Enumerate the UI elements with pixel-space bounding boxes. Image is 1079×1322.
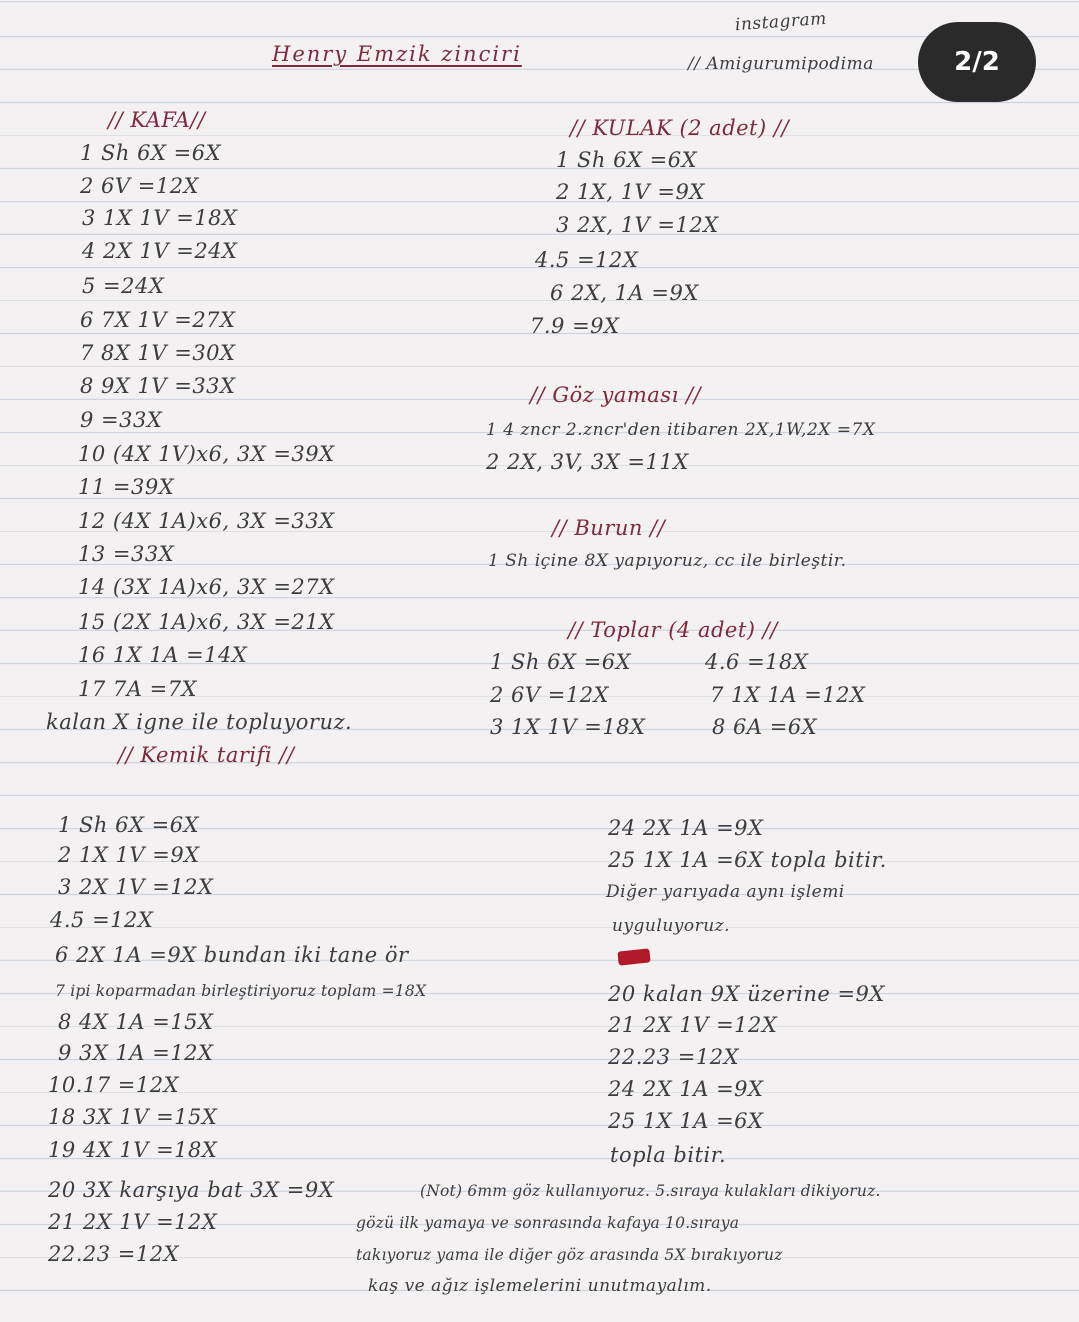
goz-row: 1 4 zncr 2.zncr'den itibaren 2X,1W,2X =7X	[486, 420, 876, 440]
kafa-row: 1 Sh 6X =6X	[80, 141, 222, 165]
kafa-row: 16 1X 1A =14X	[78, 643, 248, 667]
kemik-row: 7 ipi koparmadan birleştiriyoruz toplam =18X	[55, 982, 427, 1000]
kulak-row: 1 Sh 6X =6X	[556, 148, 698, 172]
toplar-row: 1 Sh 6X =6X	[490, 650, 632, 674]
kemik-row: 1 Sh 6X =6X	[58, 813, 200, 837]
page-indicator-badge: 2/2	[918, 22, 1036, 102]
note-line: (Not) 6mm göz kullanıyoruz. 5.sıraya kulakları dikiyoruz.	[420, 1182, 881, 1200]
kemik-right-row: 21 2X 1V =12X	[608, 1013, 778, 1037]
kemik-row: 8 4X 1A =15X	[58, 1010, 214, 1034]
kemik-right-row: topla bitir.	[610, 1143, 727, 1167]
goz-title: // Göz yaması //	[530, 383, 702, 407]
kemik-right-row: 25 1X 1A =6X	[608, 1109, 764, 1133]
kulak-row: 2 1X, 1V =9X	[556, 180, 705, 204]
burun-title: // Burun //	[552, 516, 666, 540]
kemik-row: 4.5 =12X	[50, 908, 154, 932]
kulak-row: 7.9 =9X	[530, 314, 620, 338]
kemik-right-row: 20 kalan 9X üzerine =9X	[608, 982, 885, 1006]
kafa-row: 13 =33X	[78, 542, 175, 566]
kulak-row: 3 2X, 1V =12X	[556, 213, 719, 237]
toplar-row: 3 1X 1V =18X	[490, 715, 646, 739]
page-title: Henry Emzik zinciri	[272, 42, 522, 66]
goz-row: 2 2X, 3V, 3X =11X	[486, 450, 689, 474]
kemik-bottom-row: 21 2X 1V =12X	[48, 1210, 218, 1234]
scribble-mark	[617, 948, 650, 965]
note-line: kaş ve ağız işlemelerini unutmayalım.	[368, 1276, 712, 1296]
kafa-row: 11 =39X	[78, 475, 175, 499]
kemik-row: 10.17 =12X	[48, 1073, 180, 1097]
kafa-row: 3 1X 1V =18X	[82, 206, 238, 230]
instagram-handle: // Amigurumipodima	[688, 54, 874, 74]
kafa-note: kalan X igne ile topluyoruz.	[46, 710, 353, 734]
note-line: takıyoruz yama ile diğer göz arasında 5X bırakıyoruz	[356, 1246, 783, 1264]
note-line: gözü ilk yamaya ve sonrasında kafaya 10.sıraya	[356, 1214, 740, 1232]
kemik-title: // Kemik tarifi //	[118, 743, 295, 767]
kemik-right-row: Diğer yarıyada aynı işlemi	[606, 882, 845, 902]
kemik-right-row: 24 2X 1A =9X	[608, 816, 764, 840]
toplar-row: 8 6A =6X	[712, 715, 818, 739]
kafa-row: 17 7A =7X	[78, 677, 198, 701]
toplar-title: // Toplar (4 adet) //	[568, 618, 778, 642]
kafa-row: 7 8X 1V =30X	[80, 341, 236, 365]
kemik-right-row: uyguluyoruz.	[612, 916, 731, 936]
kemik-row: 18 3X 1V =15X	[48, 1105, 218, 1129]
toplar-row: 4.6 =18X	[705, 650, 809, 674]
kafa-row: 4 2X 1V =24X	[82, 239, 238, 263]
kulak-row: 4.5 =12X	[535, 248, 639, 272]
kafa-row: 15 (2X 1A)x6, 3X =21X	[78, 610, 335, 634]
kemik-row: 2 1X 1V =9X	[58, 843, 200, 867]
kafa-row: 8 9X 1V =33X	[80, 374, 236, 398]
toplar-row: 7 1X 1A =12X	[710, 683, 866, 707]
kemik-bottom-row: 22.23 =12X	[48, 1242, 180, 1266]
kemik-right-row: 25 1X 1A =6X topla bitir.	[608, 848, 887, 872]
kafa-row: 2 6V =12X	[80, 174, 200, 198]
kafa-row: 5 =24X	[82, 274, 165, 298]
kafa-row: 6 7X 1V =27X	[80, 308, 236, 332]
kafa-row: 12 (4X 1A)x6, 3X =33X	[78, 509, 335, 533]
toplar-row: 2 6V =12X	[490, 683, 610, 707]
kemik-row: 3 2X 1V =12X	[58, 875, 214, 899]
kafa-row: 10 (4X 1V)x6, 3X =39X	[78, 442, 335, 466]
kemik-row: 6 2X 1A =9X bundan iki tane ör	[55, 943, 409, 967]
kemik-right-row: 22.23 =12X	[608, 1045, 740, 1069]
kulak-row: 6 2X, 1A =9X	[550, 281, 699, 305]
kulak-title: // KULAK (2 adet) //	[570, 116, 790, 140]
kemik-row: 9 3X 1A =12X	[58, 1041, 214, 1065]
kemik-bottom-row: 20 3X karşıya bat 3X =9X	[48, 1178, 335, 1202]
kemik-row: 19 4X 1V =18X	[48, 1138, 218, 1162]
kafa-row: 14 (3X 1A)x6, 3X =27X	[78, 575, 335, 599]
kafa-row: 9 =33X	[80, 408, 163, 432]
kafa-title: // KAFA//	[108, 108, 206, 132]
kemik-right-row: 24 2X 1A =9X	[608, 1077, 764, 1101]
instagram-label: instagram	[734, 8, 828, 36]
burun-row: 1 Sh içine 8X yapıyoruz, cc ile birleştir.	[488, 551, 847, 571]
